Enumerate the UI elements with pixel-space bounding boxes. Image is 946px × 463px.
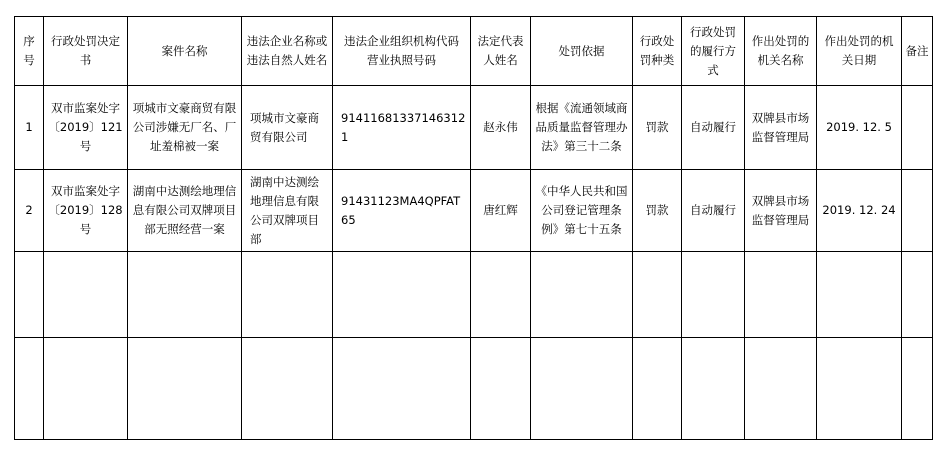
cell-authority: 双牌县市场监督管理局	[745, 86, 817, 170]
cell-legal-rep: 唐红辉	[471, 170, 531, 252]
table-row	[15, 86, 933, 170]
table-row-empty	[15, 338, 933, 440]
cell-penalty-type: 罚款	[633, 86, 682, 170]
cell-remark	[902, 170, 933, 252]
cell-org-code: 91431123MA4QPFAT65	[333, 170, 471, 252]
header-performance: 行政处罚的履行方式	[682, 17, 745, 86]
cell-party-name: 项城市文豪商贸有限公司	[242, 86, 333, 170]
cell-seq: 2	[15, 170, 44, 252]
table-row-empty	[15, 252, 933, 338]
header-authority: 作出处罚的机关名称	[745, 17, 817, 86]
cell-decision-no: 双市监案处字〔2019〕128 号	[44, 170, 128, 252]
cell-performance: 自动履行	[682, 170, 745, 252]
header-remark: 备注	[902, 17, 933, 86]
header-date: 作出处罚的机关日期	[817, 17, 902, 86]
cell-basis: 《中华人民共和国公司登记管理条例》第七十五条	[531, 170, 633, 252]
penalty-table	[14, 16, 933, 440]
cell-penalty-type: 罚款	[633, 170, 682, 252]
cell-case-name: 项城市文豪商贸有限公司涉嫌无厂名、厂址羞棉被一案	[128, 86, 242, 170]
header-org-code: 违法企业组织机构代码 营业执照号码	[333, 17, 471, 86]
cell-party-name: 湖南中达测绘地理信息有限公司双牌项目部	[242, 170, 333, 252]
cell-date: 2019. 12. 5	[817, 86, 902, 170]
cell-org-code: 914116813371463121	[333, 86, 471, 170]
header-row	[15, 17, 933, 86]
header-seq: 序号	[15, 17, 44, 86]
cell-legal-rep: 赵永伟	[471, 86, 531, 170]
cell-date: 2019. 12. 24	[817, 170, 902, 252]
header-decision-no: 行政处罚决定书	[44, 17, 128, 86]
header-basis: 处罚依据	[531, 17, 633, 86]
header-case-name: 案件名称	[128, 17, 242, 86]
table-row	[15, 170, 933, 252]
cell-authority: 双牌县市场监督管理局	[745, 170, 817, 252]
cell-remark	[902, 86, 933, 170]
cell-seq: 1	[15, 86, 44, 170]
cell-decision-no: 双市监案处字〔2019〕121 号	[44, 86, 128, 170]
cell-basis: 根据《流通领域商品质量监督管理办法》第三十二条	[531, 86, 633, 170]
header-penalty-type: 行政处罚种类	[633, 17, 682, 86]
header-party-name: 违法企业名称或违法自然人姓名	[242, 17, 333, 86]
header-legal-rep: 法定代表人姓名	[471, 17, 531, 86]
cell-performance: 自动履行	[682, 86, 745, 170]
cell-case-name: 湖南中达测绘地理信息有限公司双牌项目部无照经营一案	[128, 170, 242, 252]
